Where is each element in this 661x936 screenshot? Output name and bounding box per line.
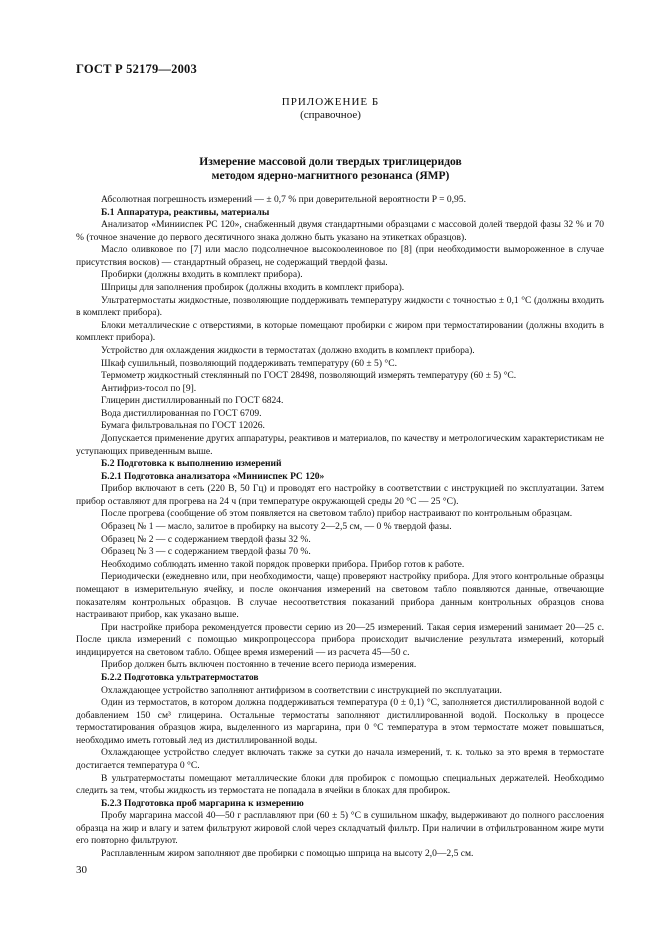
paragraph-accuracy: Абсолютная погрешность измерений — ± 0,7 % при доверительной вероятности P = 0,95. [101, 194, 466, 205]
paragraph: Расплавленным жиром заполняют две пробирки с помощью шприца на высоту 2,0—2,5 см. [101, 848, 474, 860]
annex-subtitle: (справочное) [300, 109, 361, 121]
paragraph: В ультратермостаты помещают металлические блоки для пробирок с помощью специальных держателей. Необходимо следить за тем, чтобы жидкость из термостата не попадала в ячейки в блоках для пробирок. [76, 772, 604, 797]
heading-b2-2: Б.2.2 Подготовка ультратермостатов [101, 671, 259, 683]
page-number: 30 [76, 864, 87, 876]
paragraph: После прогрева (сообщение об этом появляется на световом табло) прибор настраивают по контрольным образцам. [101, 508, 573, 520]
section-title [0, 155, 661, 183]
paragraph: Антифриз-тосол по [9]. [101, 382, 197, 394]
paragraph: Необходимо соблюдать именно такой порядок проверки прибора. Прибор готов к работе. [101, 558, 465, 570]
paragraph: Охлаждающее устройство следует включать также за сутки до начала измерений, т. к. только за это время в термостате достигается температура 0 °С. [76, 747, 604, 772]
document-header: ГОСТ Р 52179—2003 [76, 62, 197, 76]
paragraph: Глицерин дистиллированный по ГОСТ 6824. [101, 395, 284, 407]
paragraph: Анализатор «Минииспек PC 120», снабженный двумя стандартными образцами с массовой долей твердой фазы 32 % и 70 % (точное значение до первого десятичного знака должно быть указано на этикетках образцов). [76, 219, 604, 243]
paragraph: Периодически (ежедневно или, при необходимости, чаще) проверяют настройку прибора. Для этого контрольные образцы помещают в измерительную ячейку, и после окончания измерений на световом табло появляются данные, отвечающие показателям контрольных образцов. В случае несоответствия показаний прибора данным контрольных образцов снова настраивают прибор, как указано выше. [76, 571, 604, 621]
body-text [76, 194, 604, 861]
paragraph: Охлаждающее устройство заполняют антифризом в соответствии с инструкцией по эксплуатации. [101, 684, 502, 696]
paragraph: Бумага фильтровальная по ГОСТ 12026. [101, 420, 265, 432]
annex-title: ПРИЛОЖЕНИЕ Б [281, 96, 380, 108]
heading-b2-3: Б.2.3 Подготовка проб маргарина к измерению [101, 797, 304, 809]
annex-heading [0, 96, 661, 122]
heading-b1: Б.1 Аппаратура, реактивы, материалы [101, 206, 270, 218]
heading-b2-1: Б.2.1 Подготовка анализатора «Минииспек PC 120» [101, 470, 325, 482]
paragraph: Пробирки (должны входить в комплект прибора). [101, 269, 303, 281]
paragraph: Один из термостатов, в котором должна поддерживаться температура (0 ± 0,1) °С, заполняется дистиллированной водой с добавлением 150 см³ глицерина. Остальные термостаты заполняют дистиллированной водой. Поскольку в процессе термостатирования образцов жира, выделенного из маргарина, при 0 °С температура в этом термостате может повышаться, необходимо иметь готовый лед из дистиллированной воды. [76, 697, 604, 746]
paragraph: Блоки металлические с отверстиями, в которые помещают пробирки с жиром при термостатировании (должны входить в комплект прибора). [76, 319, 604, 344]
paragraph: Прибор должен быть включен постоянно в течение всего периода измерения. [101, 659, 417, 671]
heading-b2: Б.2 Подготовка к выполнению измерений [101, 458, 282, 470]
paragraph: Образец № 3 — с содержанием твердой фазы 70 %. [101, 546, 311, 558]
paragraph: Устройство для охлаждения жидкости в термостатах (должно входить в комплект прибора). [101, 344, 475, 356]
paragraph: Шприцы для заполнения пробирок (должны входить в комплект прибора). [101, 282, 405, 294]
paragraph: Масло оливковое по [7] или масло подсолнечное высокоолеиновое по [8] (при необходимости вымороженное в случае присутствия восков) — стандартный образец, не содержащий твердой фазы. [76, 244, 604, 268]
paragraph: Прибор включают в сеть (220 В, 50 Гц) и проводят его настройку в соответствии с инструкцией по эксплуатации. Затем прибор оставляют для прогрева на 24 ч (при температуре окружающей среды 20 °С — 25 °С). [76, 483, 604, 507]
paragraph: Пробу маргарина массой 40—50 г расплавляют при (60 ± 5) °С в сушильном шкафу, выдерживают до полного расслоения образца на жир и влагу и затем фильтруют жировой слой через складчатый фильтр. При наличии в отфильтрованном жире мути его повторно фильтруют. [76, 810, 604, 847]
paragraph: Допускается применение других аппаратуры, реактивов и материалов, по качеству и метрологическим характеристикам не уступающих приведенным выше. [76, 432, 604, 457]
paragraph: Термометр жидкостный стеклянный по ГОСТ 28498, позволяющий измерять температуру (60 ± 5) °С. [101, 370, 517, 382]
paragraph: Вода дистиллированная по ГОСТ 6709. [101, 407, 262, 419]
section-title-line-1: Измерение массовой доли твердых триглицеридов [199, 156, 462, 168]
paragraph: Образец № 1 — масло, залитое в пробирку на высоту 2—2,5 см, — 0 % твердой фазы. [101, 521, 452, 533]
paragraph: Ультратермостаты жидкостные, позволяющие поддерживать температуру жидкости с точностью ± 0,1 °С (должны входить в комплект прибора). [76, 294, 604, 319]
paragraph: При настройке прибора рекомендуется провести серию из 20—25 измерений. Такая серия измерений занимает 20—25 с. После цикла измерений с помощью микропроцессора прибора происходит вычисление результата измерений, который индицируется на световом табло. Общее время измерений — из расчета 45—50 с. [76, 621, 604, 658]
paragraph: Образец № 2 — с содержанием твердой фазы 32 %. [101, 533, 311, 545]
paragraph: Шкаф сушильный, позволяющий поддерживать температуру (60 ± 5) °С. [101, 357, 397, 369]
section-title-line-2: методом ядерно-магнитного резонанса (ЯМР) [211, 170, 450, 182]
